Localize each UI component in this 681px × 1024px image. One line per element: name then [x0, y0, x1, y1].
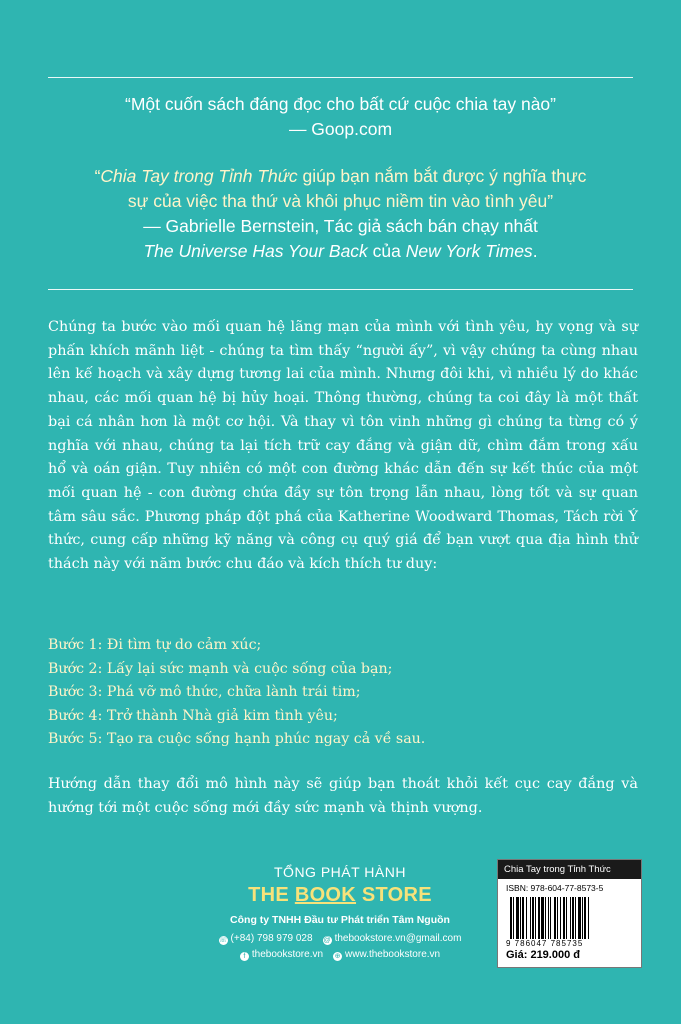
author-book-title: The Universe Has Your Back	[143, 241, 368, 261]
facebook-icon: f	[240, 952, 249, 961]
quote-goop-text: “Một cuốn sách đáng đọc cho bất cứ cuộc chia tay nào”	[125, 94, 556, 114]
brand-the: THE	[248, 884, 295, 906]
barcode-bar	[575, 897, 576, 939]
email-address[interactable]: thebookstore.vn@gmail.com	[334, 933, 462, 944]
price-label: Giá: 219.000 đ	[506, 949, 580, 961]
barcode-bar	[541, 897, 544, 939]
barcode-bar	[550, 897, 551, 939]
step-item: Bước 2: Lấy lại sức mạnh và cuộc sống của bạn;	[48, 660, 393, 677]
barcode-bar	[538, 897, 540, 939]
step-item: Bước 3: Phá vỡ mô thức, chữa lành trái tim;	[48, 684, 361, 701]
credit-period: .	[532, 241, 538, 261]
isbn-number: ISBN: 978-604-77-8573-5	[506, 883, 604, 893]
phone-contact	[219, 931, 313, 947]
quote-bernstein	[40, 164, 641, 264]
quote-bernstein-author: — Gabrielle Bernstein, Tác giả sách bán chạy nhất	[143, 216, 538, 236]
distributor-label: TỔNG PHÁT HÀNH	[274, 864, 406, 880]
closing-paragraph: Hướng dẫn thay đổi mô hình này sẽ giúp bạn thoát khỏi kết cục cay đắng và hướng tới một cuộc sống mới đầy sức mạnh và thịnh vượng.	[48, 776, 638, 816]
phone-number: (+84) 798 979 028	[230, 933, 313, 944]
quote-bernstein-text-1: giúp bạn nắm bắt được ý nghĩa thực	[297, 166, 587, 186]
quote-goop-source: — Goop.com	[288, 119, 393, 139]
barcode-bar	[570, 897, 571, 939]
phone-icon: ☏	[218, 937, 228, 944]
barcode-bar	[535, 897, 536, 939]
website-contact[interactable]	[333, 947, 440, 963]
email-contact[interactable]	[323, 931, 462, 947]
barcode-bar	[566, 897, 567, 939]
step-item: Bước 5: Tạo ra cuộc sống hạnh phúc ngay cả về sau.	[48, 731, 426, 748]
globe-icon: ⊕	[334, 953, 341, 960]
barcode-digits: 9 786047 785735	[506, 939, 584, 948]
credit-of: của	[367, 241, 406, 261]
facebook-contact[interactable]	[240, 947, 323, 963]
barcode-bar	[526, 897, 527, 939]
isbn-price-box	[497, 859, 642, 968]
barcode-bar	[520, 897, 521, 939]
barcode-bar	[588, 897, 589, 939]
barcode-bar	[554, 897, 556, 939]
step-item: Bước 4: Trở thành Nhà giả kim tình yêu;	[48, 707, 338, 724]
step-item: Bước 1: Đi tìm tự do cảm xúc;	[48, 637, 262, 653]
brand-book: BOOK	[294, 884, 357, 906]
brand-logo	[190, 884, 490, 907]
barcode-bar	[582, 897, 583, 939]
contact-info	[190, 931, 490, 963]
brand-store: STORE	[356, 884, 432, 906]
barcode-bar	[560, 897, 561, 939]
email-icon: @	[323, 937, 331, 944]
barcode-bar	[563, 897, 565, 939]
barcode-bar	[584, 897, 586, 939]
facebook-page[interactable]: thebookstore.vn	[251, 949, 324, 960]
steps-list	[48, 634, 638, 752]
barcode-bar	[532, 897, 534, 939]
barcode-bar	[513, 897, 514, 939]
bottom-divider	[48, 289, 633, 290]
barcode-bar	[548, 897, 549, 939]
quote-bernstein-line-1	[40, 164, 641, 189]
newspaper-name: New York Times	[405, 241, 533, 261]
barcode-bar	[572, 897, 574, 939]
quote-bernstein-credit	[40, 239, 641, 264]
barcode	[506, 897, 633, 947]
description-paragraph: Chúng ta bước vào mối quan hệ lãng mạn của mình với tình yêu, hy vọng và sự phấn khích mãnh liệt - chúng ta tìm thấy “người ấy”, vì vậy chúng ta cùng nhau lên kế hoạch và xây dựng tương lai của mình. Nhưng đôi khi, vì nhiều lý do khác nhau, các mối quan hệ bị hủy hoại. Thông thường, chúng ta coi đây là một thất bại cá nhân hơn là một cơ hội. Và thay vì tôn vinh những gì chúng ta từng có ý nghĩa với nhau, chúng ta lại tích trữ cay đắng và giận dữ, chìm đắm trong xấu hổ và oán giận. Tuy nhiên có một con đường khác dẫn đến sự kết thúc của một mối quan hệ - con đường chứa đầy sự tôn trọng lẫn nhau, lòng tốt và sự quan tâm sâu sắc. Phương pháp đột phá của Katherine Woodward Thomas, Tách rời Ý thức, cung cấp những kỹ năng và công cụ quý giá để bạn vượt qua địa hình thử thách này với năm bước chu đáo và kích thích tư duy:	[48, 319, 638, 573]
company-name: Công ty TNHH Đầu tư Phát triển Tâm Nguồn	[230, 914, 450, 926]
open-quote-mark: “	[94, 166, 101, 186]
publisher-block	[190, 864, 490, 963]
barcode-bar	[516, 897, 519, 939]
barcode-bar	[510, 897, 512, 939]
barcode-bar	[545, 897, 546, 939]
top-divider	[48, 77, 633, 78]
isbn-book-title: Chia Tay trong Tỉnh Thức	[498, 860, 641, 879]
barcode-bar	[522, 897, 524, 939]
quote-bernstein-text-2: sự của việc tha thứ và khôi phục niềm tin vào tình yêu”	[127, 191, 554, 211]
quote-goop	[40, 92, 641, 142]
barcode-bar	[557, 897, 558, 939]
website-url[interactable]: www.thebookstore.vn	[345, 949, 441, 960]
barcode-bar	[578, 897, 581, 939]
barcode-bar	[530, 897, 531, 939]
review-quotes	[40, 92, 641, 264]
book-title-ref: Chia Tay trong Tỉnh Thức	[100, 166, 298, 186]
